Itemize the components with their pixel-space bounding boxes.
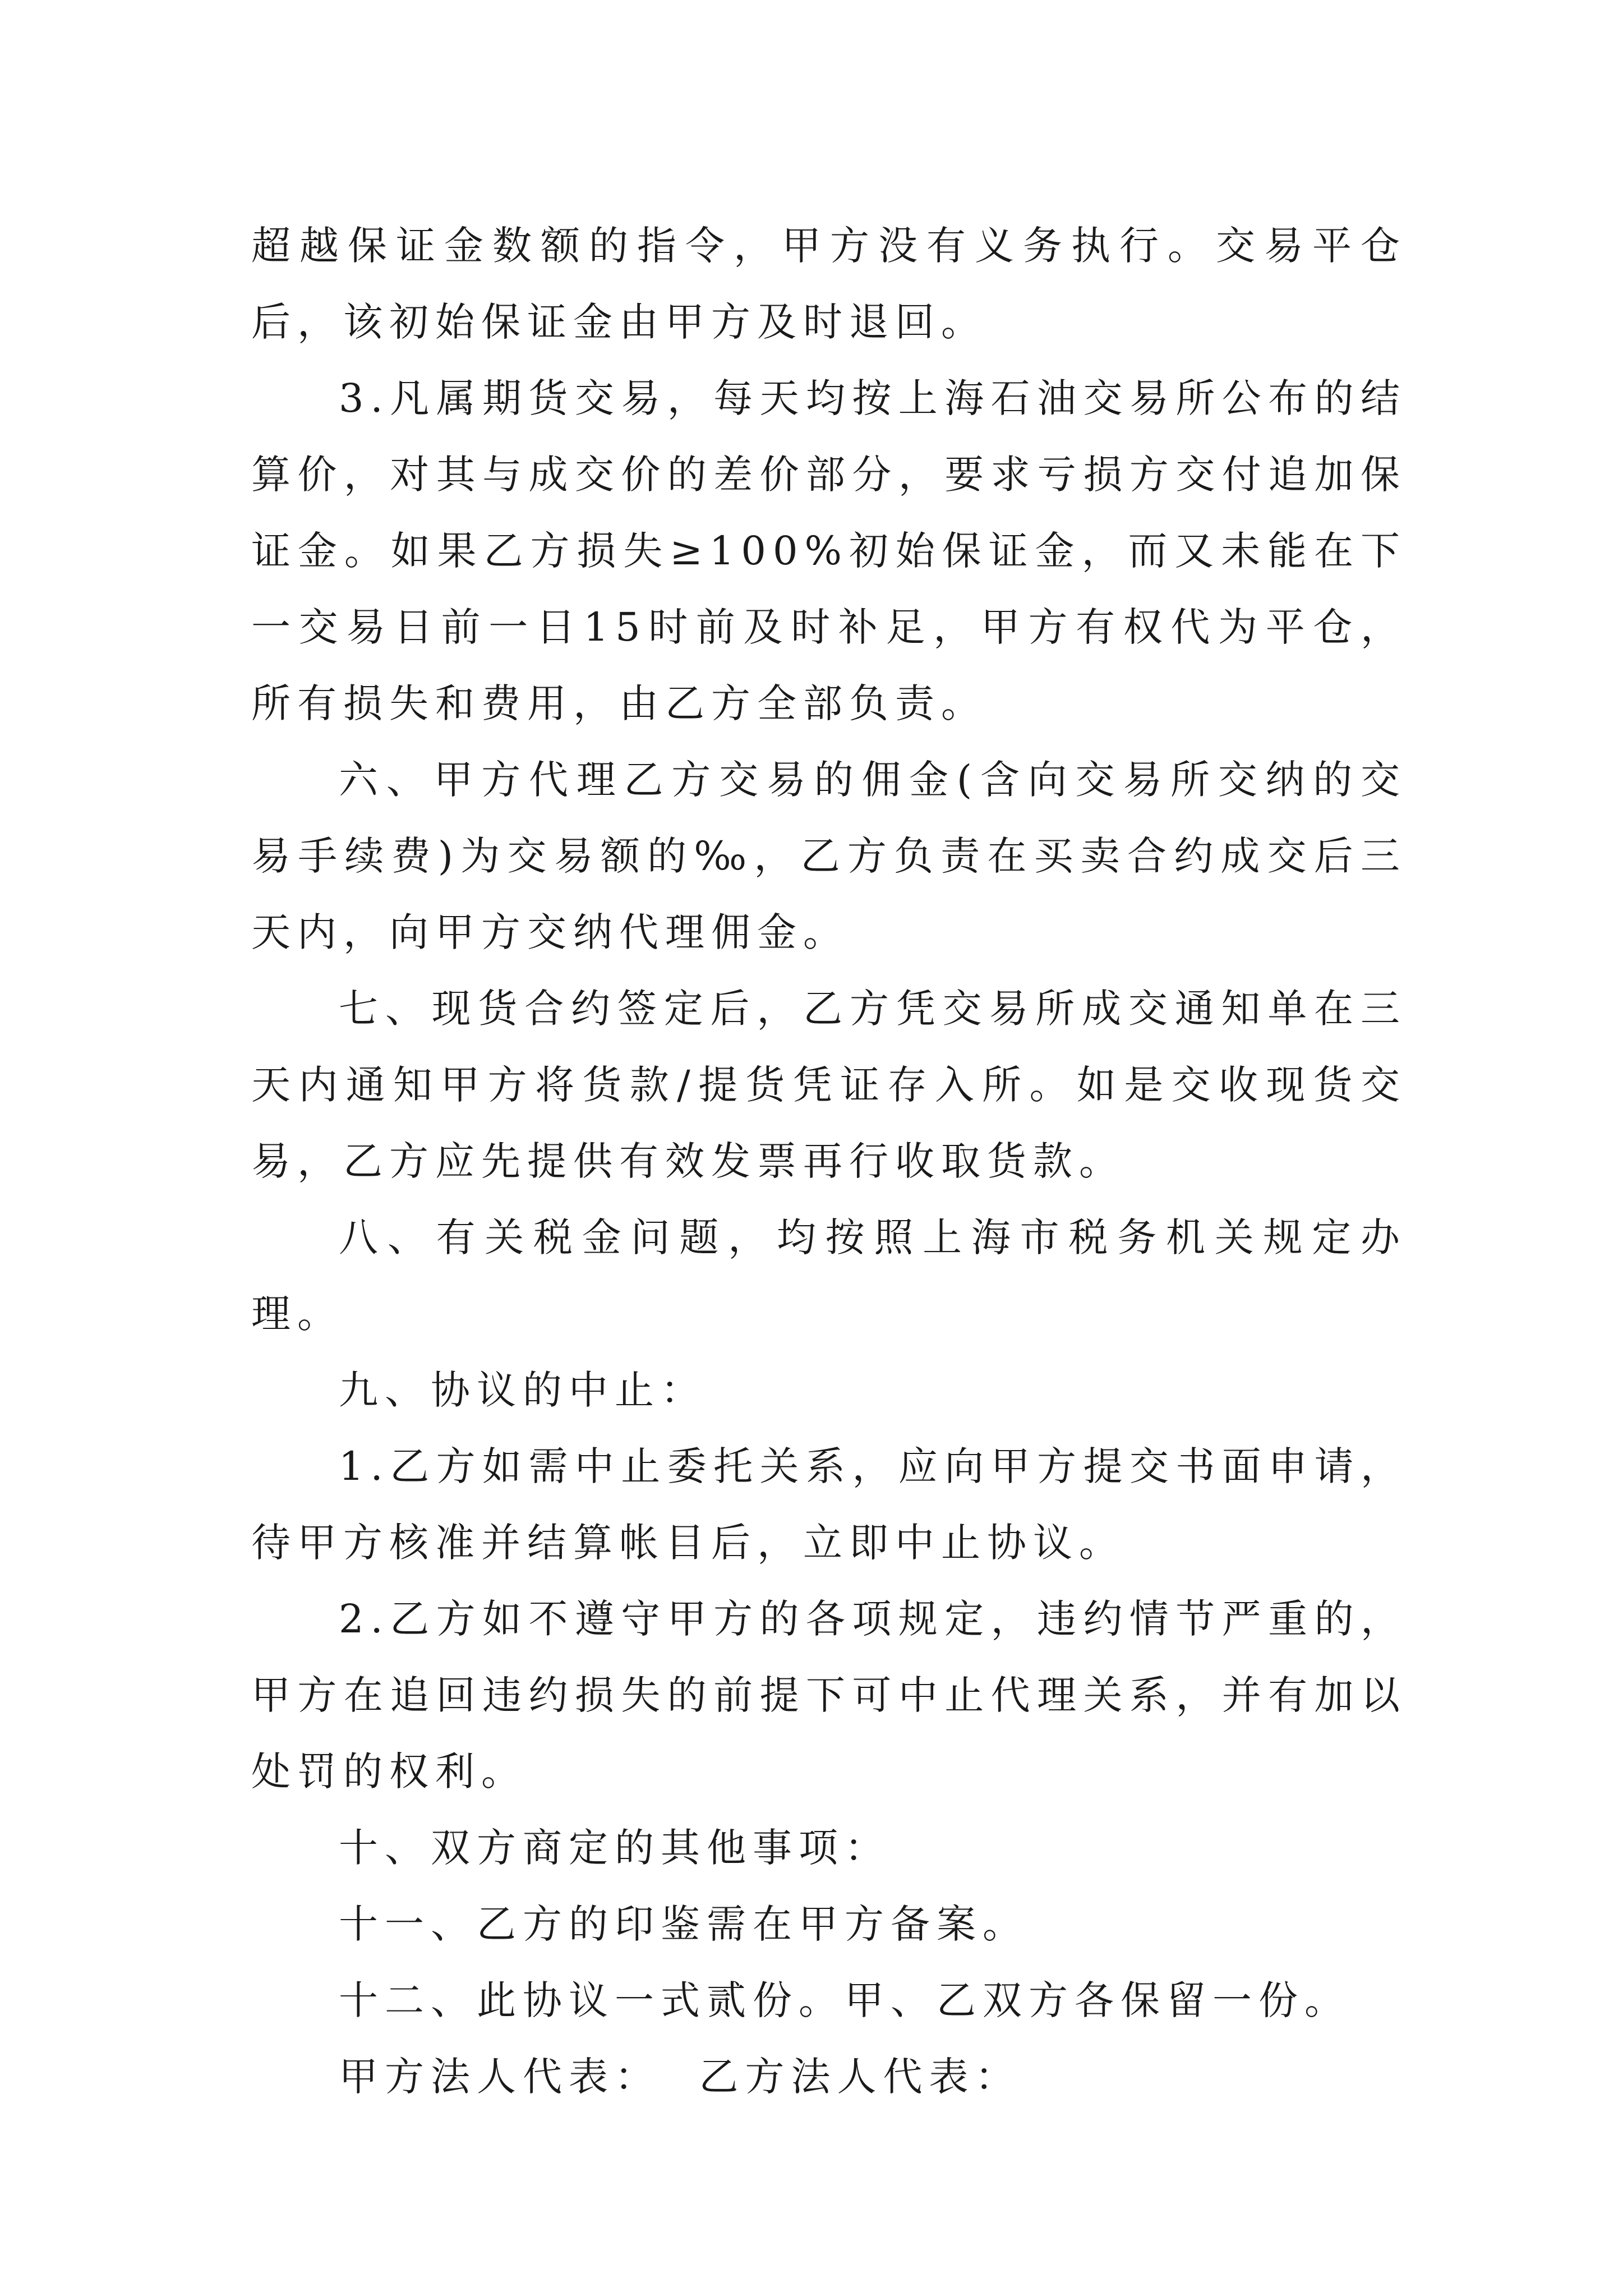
- document-page: [251, 208, 1407, 2115]
- paragraph-section-6: 六、甲方代理乙方交易的佣金(含向交易所交纳的交易手续费)为交易额的‰，乙方负责在买卖合约成交后三天内，向甲方交纳代理佣金。: [251, 757, 1407, 955]
- paragraph-section-8: 八、有关税金问题，均按照上海市税务机关规定办理。: [251, 1214, 1407, 1337]
- paragraph-section-7: 七、现货合约签定后，乙方凭交易所成交通知单在三天内通知甲方将货款/提货凭证存入所。如是交收现货交易，乙方应先提供有效发票再行收取货款。: [251, 986, 1407, 1184]
- signature-line: [251, 2039, 1407, 2115]
- party-b-representative-label: 乙方法人代表：: [699, 2054, 1021, 2100]
- paragraph-section-11: 十一、乙方的印鉴需在甲方备案。: [339, 1901, 1029, 1947]
- paragraph-item-3: 3.凡属期货交易，每天均按上海石油交易所公布的结算价，对其与成交价的差价部分，要求亏损方交付追加保证金。如果乙方损失≥100%初始保证金，而又未能在下一交易日前一日15时前及时补足，甲方有权代为平仓，所有损失和费用，由乙方全部负责。: [251, 375, 1407, 726]
- paragraph-section-12: 十二、此协议一式贰份。甲、乙双方各保留一份。: [339, 1977, 1350, 2023]
- paragraph-section-9: 九、协议的中止：: [339, 1367, 707, 1413]
- paragraph-section-10: 十、双方商定的其他事项：: [339, 1825, 891, 1871]
- paragraph-section-9-1: 1.乙方如需中止委托关系，应向甲方提交书面申请，待甲方核准并结算帐目后，立即中止协议。: [251, 1443, 1407, 1566]
- party-a-representative-label: 甲方法人代表：: [339, 2054, 661, 2100]
- paragraph-continued: 超越保证金数额的指令，甲方没有义务执行。交易平仓后，该初始保证金由甲方及时退回。: [251, 223, 1407, 345]
- paragraph-section-9-2: 2.乙方如不遵守甲方的各项规定，违约情节严重的，甲方在追回违约损失的前提下可中止代理关系，并有加以处罚的权利。: [251, 1596, 1407, 1795]
